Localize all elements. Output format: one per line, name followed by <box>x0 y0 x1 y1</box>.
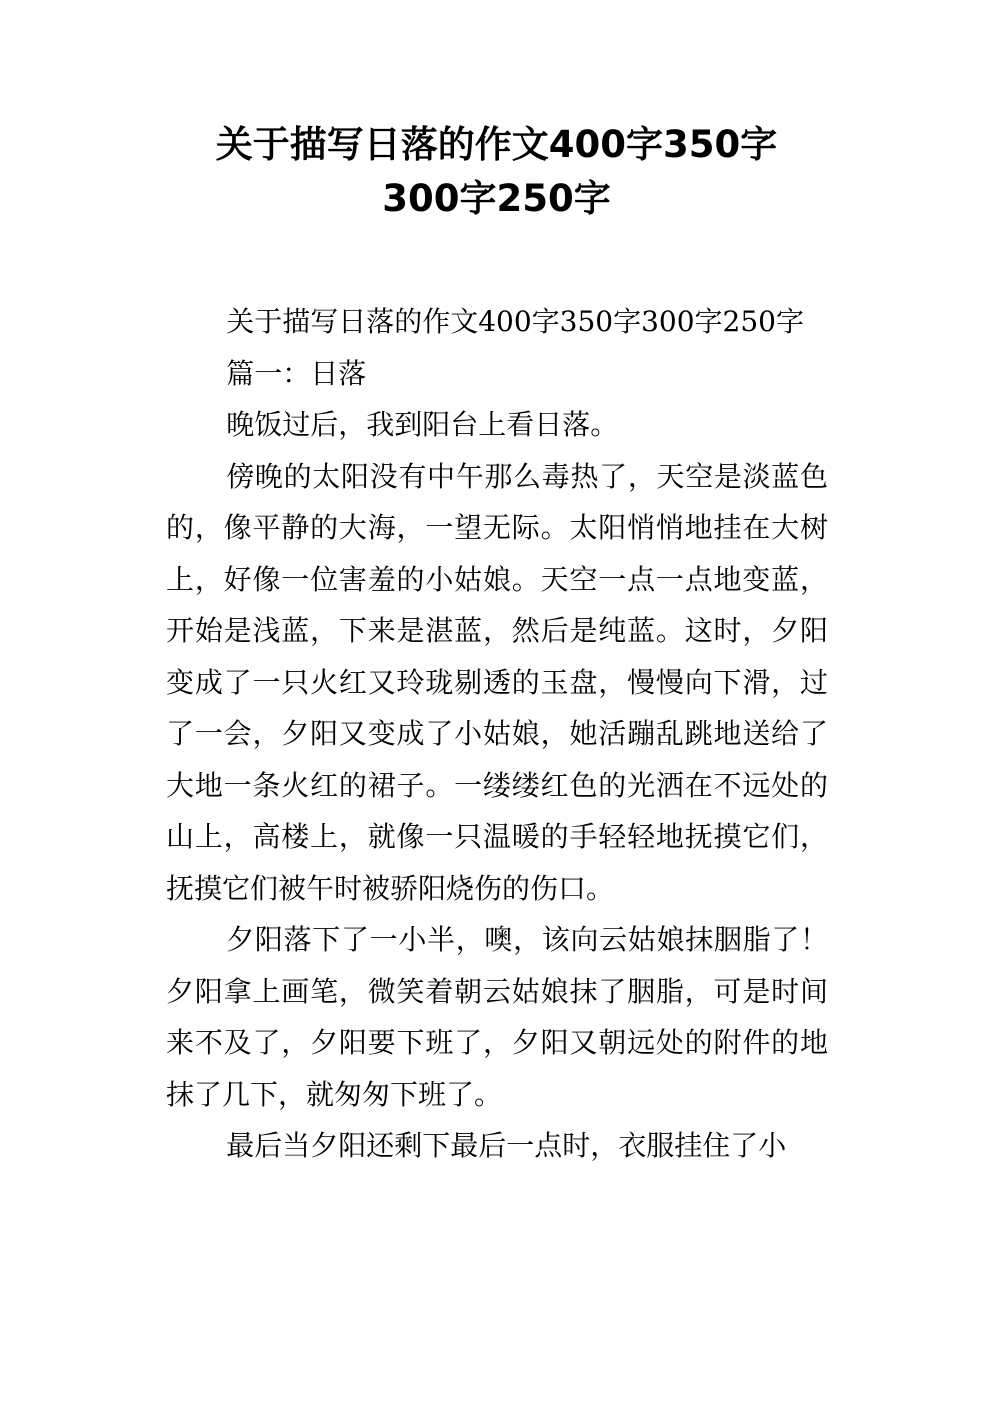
title-line-1: 关于描写日落的作文400字350字 <box>215 123 778 166</box>
paragraph-heading: 关于描写日落的作文400字350字300字250字 <box>226 305 804 338</box>
document-body <box>166 296 828 1172</box>
paragraph: 傍晚的太阳没有中午那么毒热了，天空是淡蓝色的，像平静的大海，一望无际。太阳悄悄地挂在大树上，好像一位害羞的小姑娘。天空一点一点地变蓝，开始是浅蓝，下来是湛蓝，然后是纯蓝。这时，夕阳变成了一只火红又玲珑剔透的玉盘，慢慢向下滑，过了一会，夕阳又变成了小姑娘，她活蹦乱跳地送给了大地一条火红的裙子。一缕缕红色的光洒在不远处的山上，高楼上，就像一只温暖的手轻轻地抚摸它们，抚摸它们被午时被骄阳烧伤的伤口。 <box>166 459 828 905</box>
document-title <box>0 118 993 226</box>
paragraph: 晚饭过后，我到阳台上看日落。 <box>226 408 619 441</box>
title-line-2: 300字250字 <box>382 177 611 220</box>
paragraph: 夕阳落下了一小半，噢，该向云姑娘抹胭脂了！夕阳拿上画笔，微笑着朝云姑娘抹了胭脂，可是时间来不及了，夕阳要下班了，夕阳又朝远处的附件的地抹了几下，就匆匆下班了。 <box>166 923 828 1111</box>
paragraph-section-title: 篇一：日落 <box>226 356 367 390</box>
paragraph: 最后当夕阳还剩下最后一点时，衣服挂住了小 <box>226 1129 787 1162</box>
